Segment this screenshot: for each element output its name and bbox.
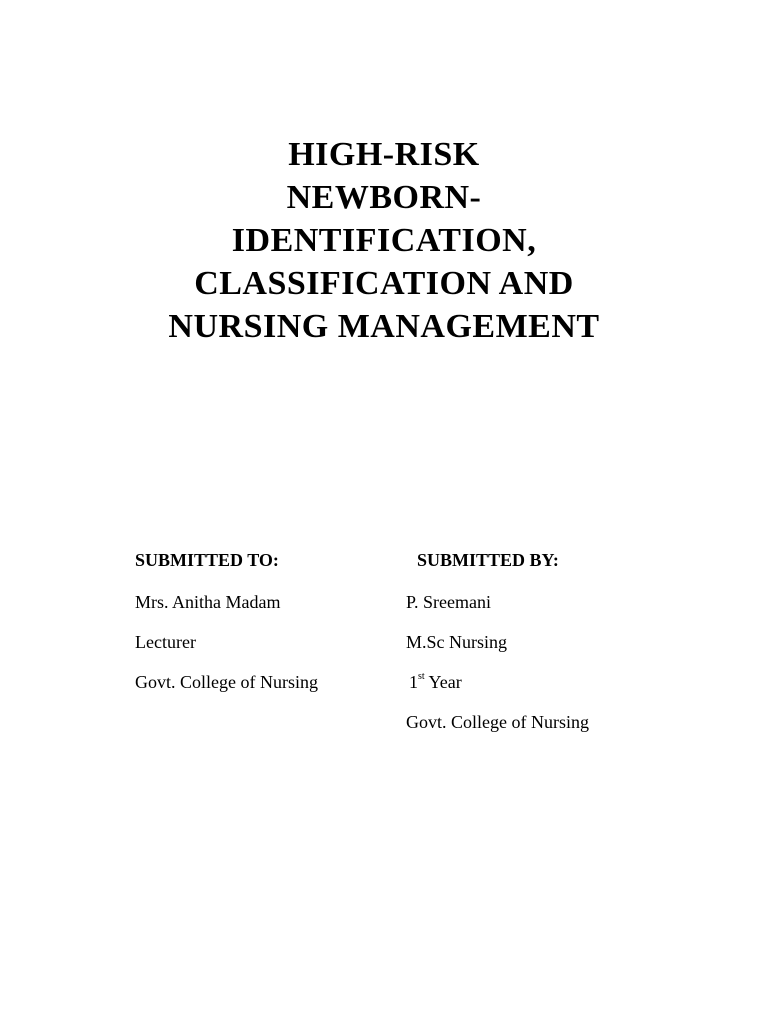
submitted-by-course: M.Sc Nursing <box>406 632 508 652</box>
title-line-5: NURSING MANAGEMENT <box>168 308 600 345</box>
year-number: 1 <box>409 672 418 692</box>
submitted-by-section <box>406 546 706 736</box>
title-line-3: IDENTIFICATION, <box>231 222 537 259</box>
year-word: Year <box>428 672 462 692</box>
year-suffix: st <box>418 671 425 682</box>
submitted-to-name: Mrs. Anitha Madam <box>135 592 281 612</box>
submitted-to-section <box>135 546 395 696</box>
submitted-to-institution: Govt. College of Nursing <box>135 672 318 692</box>
submitted-by-year <box>406 668 706 696</box>
submitted-by-heading: SUBMITTED BY: <box>417 550 559 570</box>
title-line-1: HIGH-RISK <box>288 136 480 173</box>
title-line-4: CLASSIFICATION AND <box>194 265 574 302</box>
submitted-to-designation: Lecturer <box>135 632 196 652</box>
submitted-to-heading: SUBMITTED TO: <box>135 550 279 570</box>
submitted-by-institution: Govt. College of Nursing <box>406 712 589 732</box>
submitted-by-name: P. Sreemani <box>406 592 491 612</box>
document-title <box>0 133 768 348</box>
title-line-2: NEWBORN- <box>286 179 482 216</box>
